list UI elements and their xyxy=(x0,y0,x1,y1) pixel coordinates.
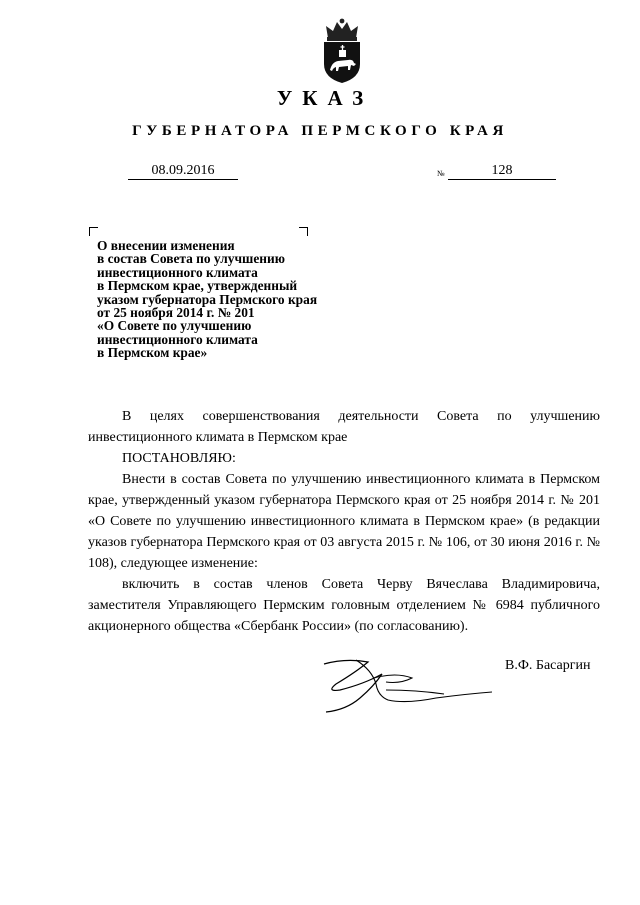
subject-corner-right xyxy=(299,227,308,236)
document-subtitle: ГУБЕРНАТОРА ПЕРМСКОГО КРАЯ xyxy=(132,123,508,139)
subject-line: О внесении изменения xyxy=(97,238,235,253)
resolve-heading: ПОСТАНОВЛЯЮ: xyxy=(122,451,236,466)
subject-line: в состав Совета по улучшению xyxy=(97,251,285,267)
perm-krai-coat-of-arms-icon xyxy=(320,18,364,84)
document-date: 08.09.2016 xyxy=(128,163,238,180)
number-label: № xyxy=(437,169,445,178)
body-paragraph-1: Внести в состав Совета по улучшению инвестиционного климата в Пермском крае, утвержденный указом губернатора Пермского края от 25 ноября 2014 г. № 201 «О Совете по улучшению инвестиционного климата в Пермском крае» (в редакции указов губернатора Пермского края от 03 августа 2015 г. № 106, от 30 июня 2016 г. № 108), следующее изменение: xyxy=(88,472,600,571)
body-paragraph-2: включить в состав членов Совета Черву Вячеслава Владимировича, заместителя Управляющего Пермским головным отделением № 6984 публичного акционерного общества «Сбербанк России» (по согласованию). xyxy=(88,577,600,634)
subject-line: в Пермском крае, утвержденный xyxy=(97,278,298,294)
subject-line: в Пермском крае» xyxy=(97,345,208,361)
subject-line: указом губернатора Пермского края xyxy=(97,291,318,307)
subject-line: инвестиционного климата xyxy=(97,264,258,280)
document-subject xyxy=(97,239,367,360)
subject-corner-left xyxy=(89,227,98,236)
subject-line: инвестиционного климата xyxy=(97,331,258,347)
document-number: 128 xyxy=(448,163,556,180)
subject-line: от 25 ноября 2014 г. № 201 xyxy=(97,305,255,321)
handwritten-signature xyxy=(316,654,492,714)
document-body xyxy=(88,406,600,637)
signer-name: В.Ф. Басаргин xyxy=(505,658,591,673)
subject-line: «О Совете по улучшению xyxy=(97,318,252,334)
preamble-paragraph: В целях совершенствования деятельности Совета по улучшению инвестиционного климата в Пермском крае xyxy=(88,409,600,445)
document-title: УКАЗ xyxy=(276,86,374,110)
